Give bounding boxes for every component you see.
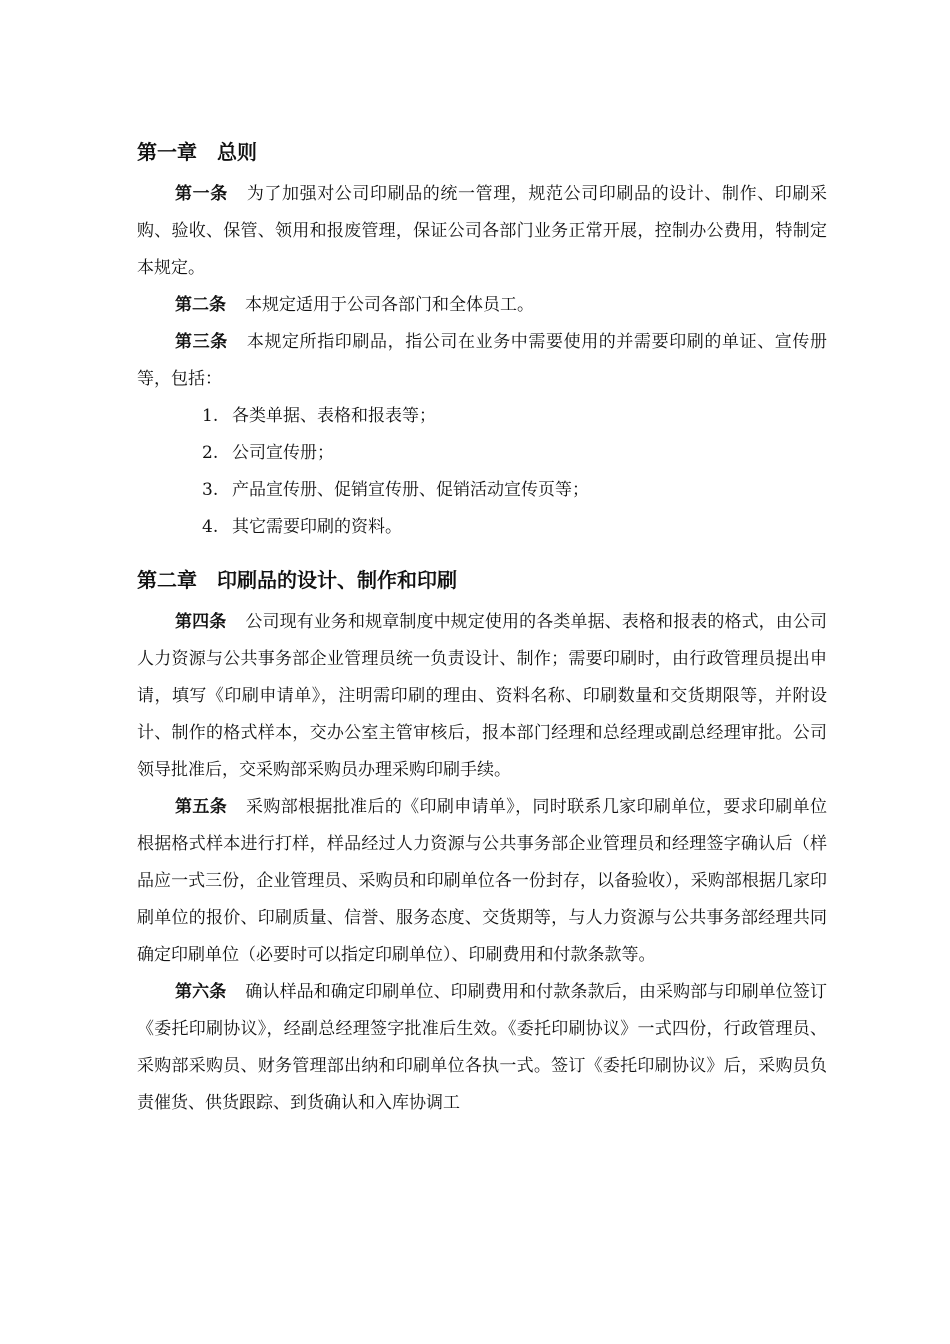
numbered-list [137, 398, 827, 546]
article-text: 确认样品和确定印刷单位、印刷费用和付款条款后，由采购部与印刷单位签订《委托印刷协议》，经副总经理签字批准后生效。《委托印刷协议》一式四份，行政管理员、采购部采购员、财务管理部出纳和印刷单位各执一式。签订《委托印刷协议》后，采购员负责催货、供货跟踪、到货确认和入库协调工 [137, 982, 828, 1113]
list-item-number: 3. [202, 480, 219, 500]
list-item-text: 公司宣传册； [232, 443, 334, 463]
article-text: 为了加强对公司印刷品的统一管理，规范公司印刷品的设计、制作、印刷采购、验收、保管、领用和报废管理，保证公司各部门业务正常开展，控制办公费用，特制定本规定。 [137, 184, 828, 278]
chapter-title: 第二章 印刷品的设计、制作和印刷 [137, 568, 457, 592]
chapter-title: 第一章 总则 [137, 140, 257, 164]
article-paragraph [137, 176, 827, 287]
article-number: 第二条 [175, 295, 226, 315]
article-paragraph [137, 324, 827, 398]
list-item [137, 509, 827, 546]
list-item-number: 2. [202, 443, 219, 463]
article-number: 第六条 [175, 982, 227, 1002]
article-text: 本规定适用于公司各部门和全体员工。 [245, 295, 534, 315]
list-item-number: 4. [202, 517, 219, 537]
article-paragraph [137, 974, 827, 1122]
article-text: 采购部根据批准后的《印刷申请单》，同时联系几家印刷单位，要求印刷单位根据格式样本进行打样，样品经过人力资源与公共事务部企业管理员和经理签字确认后（样品应一式三份，企业管理员、采购员和印刷单位各一份封存，以备验收），采购部根据几家印刷单位的报价、印刷质量、信誉、服务态度、交货期等，与人力资源与公共事务部经理共同确定印刷单位（必要时可以指定印刷单位）、印刷费用和付款条款等。 [137, 797, 828, 965]
article-paragraph [137, 604, 827, 789]
article-number: 第三条 [175, 332, 228, 352]
article-paragraph [137, 287, 827, 324]
article-number: 第五条 [175, 797, 228, 817]
list-item [137, 472, 827, 509]
article-number: 第四条 [175, 612, 227, 632]
list-item [137, 398, 827, 435]
list-item-text: 其它需要印刷的资料。 [232, 517, 402, 537]
article-paragraph [137, 789, 827, 974]
list-item-number: 1. [202, 406, 219, 426]
article-text: 本规定所指印刷品，指公司在业务中需要使用的并需要印刷的单证、宣传册等，包括： [137, 332, 828, 389]
article-number: 第一条 [175, 184, 228, 204]
document-page [137, 0, 827, 1122]
list-item-text: 产品宣传册、促销宣传册、促销活动宣传页等； [232, 480, 589, 500]
list-item [137, 435, 827, 472]
list-item-text: 各类单据、表格和报表等； [232, 406, 436, 426]
article-text: 公司现有业务和规章制度中规定使用的各类单据、表格和报表的格式，由公司人力资源与公共事务部企业管理员统一负责设计、制作；需要印刷时，由行政管理员提出申请，填写《印刷申请单》，注明需印刷的理由、资料名称、印刷数量和交货期限等，并附设计、制作的格式样本，交办公室主管审核后，报本部门经理和总经理或副总经理审批。公司领导批准后，交采购部采购员办理采购印刷手续。 [137, 612, 828, 780]
